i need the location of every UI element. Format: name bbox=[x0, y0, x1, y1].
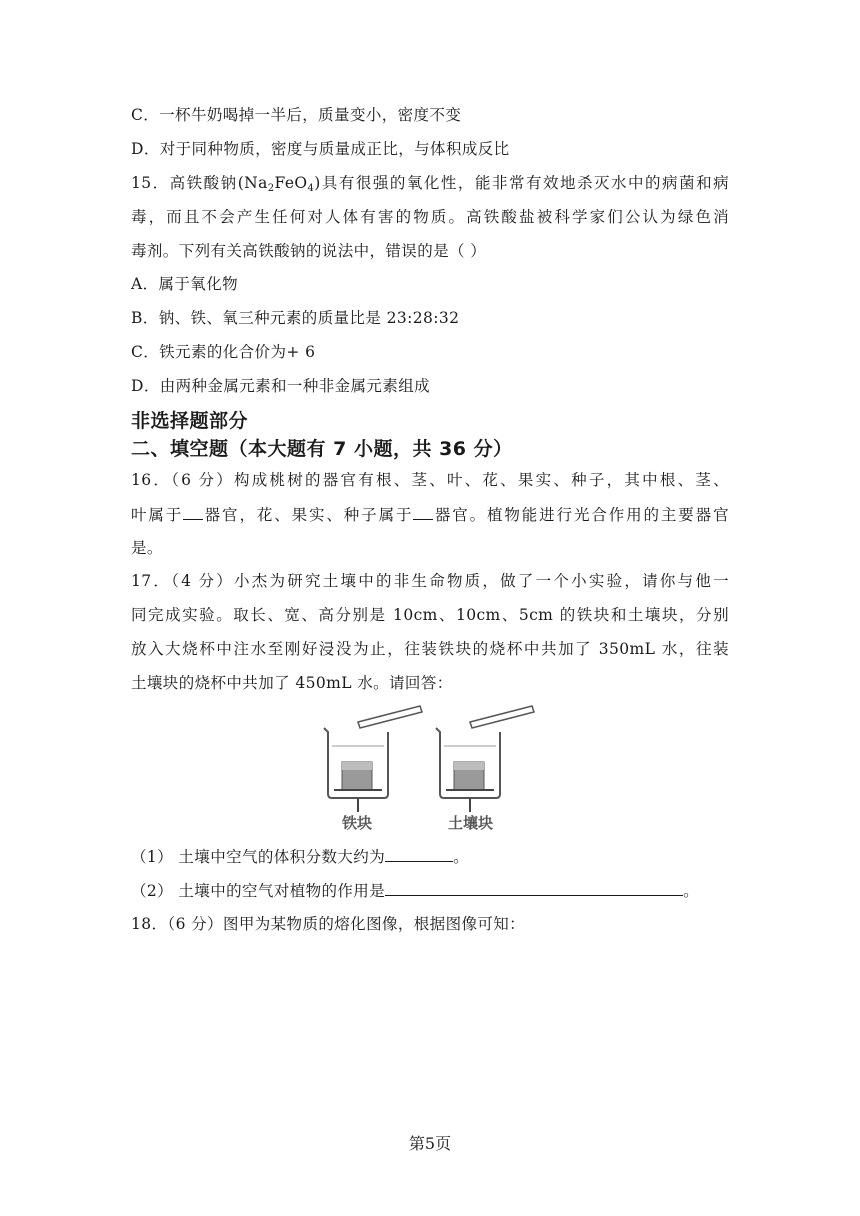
label-iron: 铁块 bbox=[342, 814, 373, 832]
q17-sub-2 bbox=[131, 879, 699, 902]
answer-blank[interactable] bbox=[413, 503, 433, 520]
answer-blank[interactable] bbox=[385, 845, 453, 862]
q15-line-3: 毒剂。下列有关高铁酸钠的说法中，错误的是（ ） bbox=[131, 242, 487, 260]
q17-sub-1 bbox=[131, 845, 469, 868]
q17-sub2-text: （2） 土壤中的空气对植物的作用是 bbox=[131, 882, 386, 900]
q15-text-b: FeO bbox=[274, 174, 308, 192]
q15-text-c: )具有很强的氧化性，能非常有效地杀灭水中的病菌和病 bbox=[314, 174, 729, 192]
subscript-4: 4 bbox=[307, 183, 315, 194]
option-d-15: D．由两种金属元素和一种非金属元素组成 bbox=[131, 377, 431, 395]
option-c-15: C．铁元素的化合价为+ 6 bbox=[131, 343, 316, 361]
q16-line-1: 16．（6 分）构成桃树的器官有根、茎、叶、花、果实、种子，其中根、茎、 bbox=[131, 471, 729, 489]
q16-line-3: 是。 bbox=[131, 539, 163, 557]
option-c-14: C．一杯牛奶喝掉一半后，质量变小，密度不变 bbox=[131, 106, 462, 124]
q15-text-a: 15．高铁酸钠(Na bbox=[131, 174, 268, 192]
q16-line-2 bbox=[131, 503, 729, 526]
q15-line-2: 毒，而且不会产生任何对人体有害的物质。高铁酸盐被科学家们公认为绿色消 bbox=[131, 208, 729, 226]
q16-text-b: 器官，花、果实、种子属于 bbox=[203, 506, 414, 524]
q17-line-4: 土壤块的烧杯中共加了 450mL 水。请回答： bbox=[131, 674, 453, 692]
option-d-14: D．对于同种物质，密度与质量成正比，与体积成反比 bbox=[131, 140, 510, 158]
q17-line-2: 同完成实验。取长、宽、高分别是 10cm、10cm、5cm 的铁块和土壤块，分别 bbox=[131, 606, 729, 624]
q17-sub1-end: 。 bbox=[453, 848, 469, 866]
option-a-15: A．属于氧化物 bbox=[131, 275, 238, 293]
answer-blank[interactable] bbox=[183, 503, 203, 520]
section-title: 非选择题部分 bbox=[131, 410, 249, 432]
q17-line-1: 17．（4 分）小杰为研究土壤中的非生命物质，做了一个小实验，请你与他一 bbox=[131, 572, 729, 590]
answer-blank[interactable] bbox=[385, 879, 683, 896]
subscript-2: 2 bbox=[267, 183, 275, 194]
q16-text-a: 叶属于 bbox=[131, 506, 184, 524]
option-b-15: B．钠、铁、氧三种元素的质量比是 23:28:32 bbox=[131, 309, 460, 327]
page-number: 第5页 bbox=[408, 1134, 452, 1153]
q17-line-3: 放入大烧杯中注水至刚好浸没为止，往装铁块的烧杯中共加了 350mL 水，往装 bbox=[131, 640, 729, 658]
label-soil: 土壤块 bbox=[448, 814, 494, 832]
q17-sub1-text: （1） 土壤中空气的体积分数大约为 bbox=[131, 848, 386, 866]
q16-text-c: 器官。植物能进行光合作用的主要器官 bbox=[433, 506, 729, 524]
q17-sub2-end: 。 bbox=[683, 882, 699, 900]
part-title: 二、填空题（本大题有 7 小题，共 36 分） bbox=[131, 438, 513, 460]
q18-line-1: 18．（6 分）图甲为某物质的熔化图像，根据图像可知： bbox=[131, 915, 526, 933]
beaker-figure bbox=[318, 702, 538, 838]
q15-line-1 bbox=[131, 172, 729, 194]
